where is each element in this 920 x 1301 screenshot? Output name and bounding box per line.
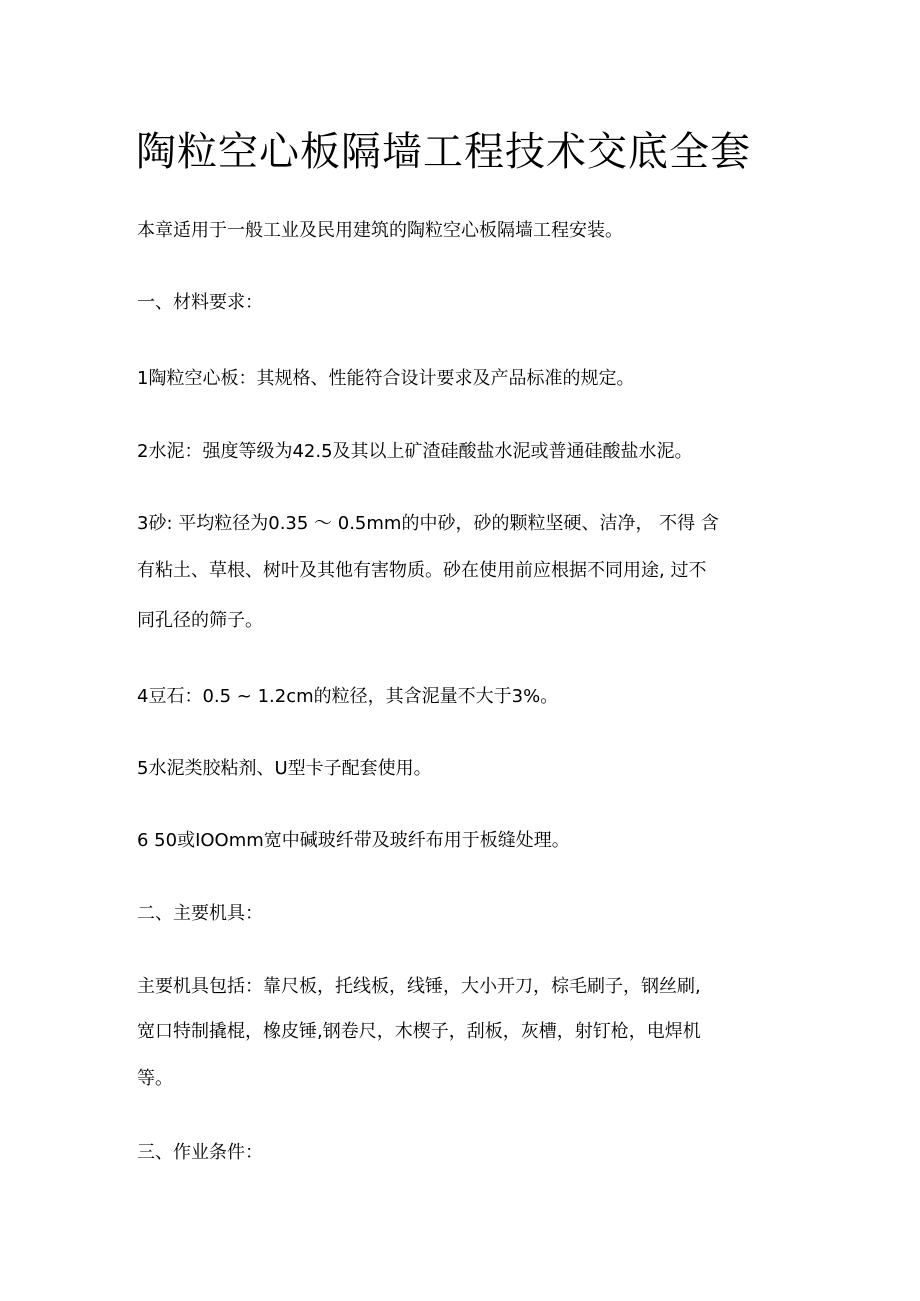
material-item-4: 4豆石：0.5 ~ 1.2cm的粒径，其含泥量不大于3%。	[137, 686, 559, 707]
material-item-3-line-1: 3砂: 平均粒径为0.35 ～ 0.5mm的中砂，砂的颗粒坚硬、洁净， 不得 含	[137, 513, 719, 534]
material-item-3-line-3: 同孔径的筛子。	[137, 610, 263, 631]
tools-paragraph-line-2: 宽口特制撬棍，橡皮锤,钢卷尺，木楔子，刮板，灰槽，射钉枪，电焊机	[137, 1021, 701, 1042]
material-item-6: 6 50或IOOmm宽中碱玻纤带及玻纤布用于板缝处理。	[137, 830, 570, 851]
section-heading-conditions: 三、作业条件：	[137, 1142, 263, 1163]
document-title: 陶粒空心板隔墙工程技术交底全套	[136, 129, 751, 175]
material-item-5: 5水泥类胶粘剂、U型卡子配套使用。	[137, 758, 432, 779]
intro-paragraph: 本章适用于一般工业及民用建筑的陶粒空心板隔墙工程安装。	[137, 220, 623, 241]
section-heading-materials: 一、材料要求：	[137, 292, 263, 313]
tools-paragraph-line-3: 等。	[137, 1068, 173, 1089]
material-item-2: 2水泥：强度等级为42.5及其以上矿渣硅酸盐水泥或普通硅酸盐水泥。	[137, 441, 693, 462]
tools-paragraph-line-1: 主要机具包括：靠尺板，托线板，线锤，大小开刀，棕毛刷子，钢丝刷,	[137, 976, 701, 997]
material-item-3-line-2: 有粘土、草根、树叶及其他有害物质。砂在使用前应根据不同用途, 过不	[137, 560, 707, 581]
section-heading-tools: 二、主要机具：	[137, 903, 263, 924]
material-item-1: 1陶粒空心板：其规格、性能符合设计要求及产品标准的规定。	[137, 368, 635, 389]
